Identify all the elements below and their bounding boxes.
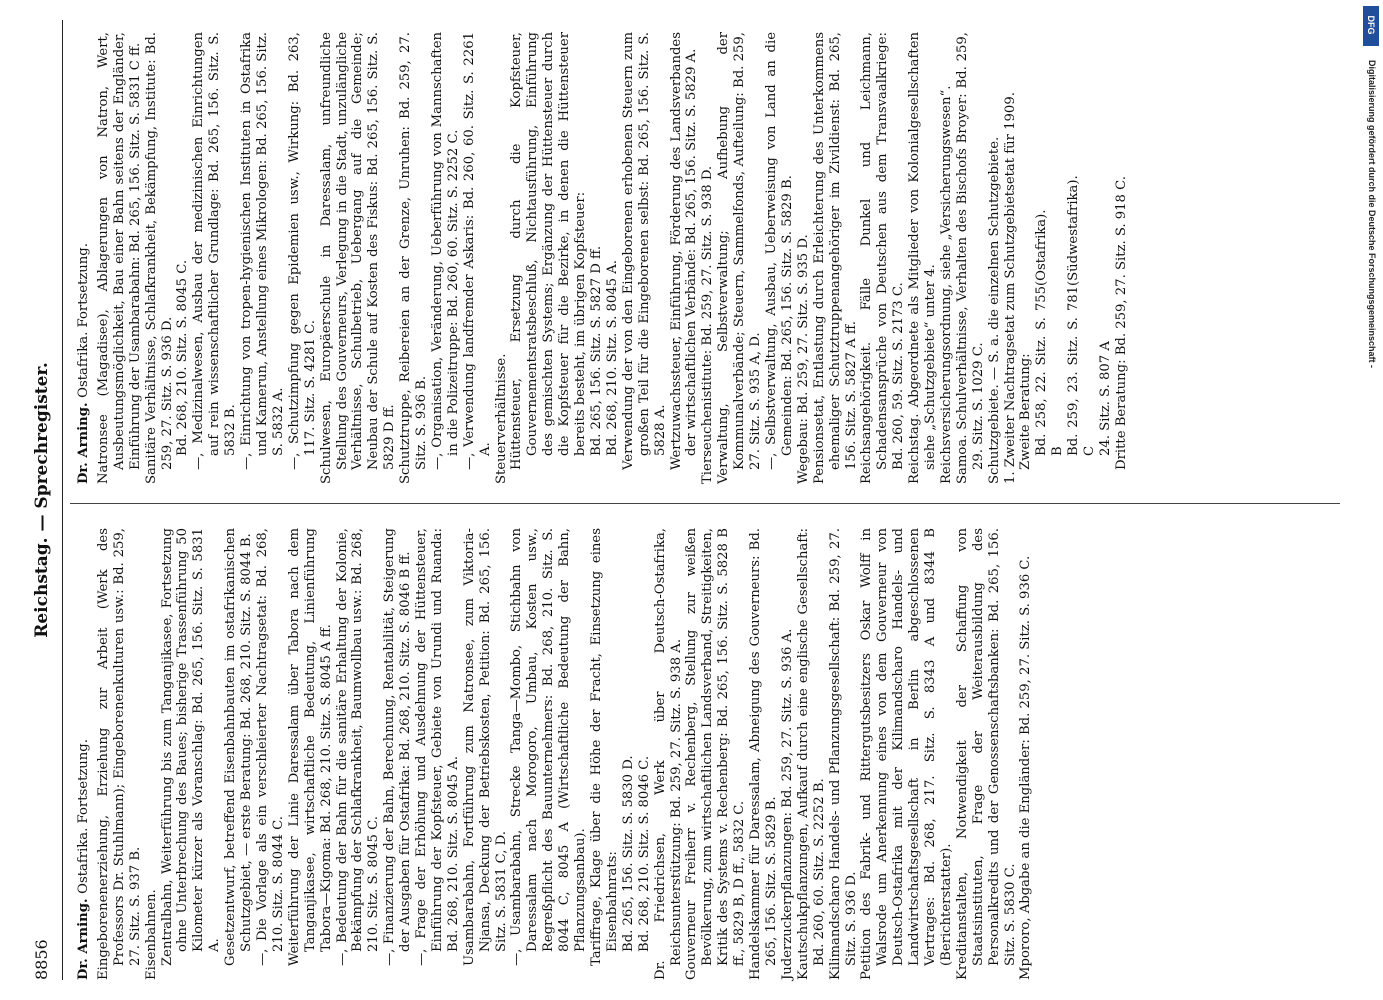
left-entries [96, 528, 1034, 980]
index-entry: Pensionsetat, Entlastung durch Erleichterung des Unterkommens ehemaliger Schutztruppenangehöriger im Zivildienst: Bd. 265, 156. Sitz. S. 5827 A ff. [811, 32, 859, 484]
index-entry: Tariffrage, Klage über die Höhe der Fracht, Einsetzung eines Eisenbahnrats: [589, 528, 620, 966]
index-entry: Bd. 268, 210. Sitz. S. 8046 C. [636, 755, 652, 952]
index-entry: Bd. 268, 210. Sitz. S. 8045 C. [175, 259, 191, 456]
index-entry: Kreditanstalten, Notwendigkeit der Schaffung von Staatsinstituten, Frage der Weiterausbildung des Personalkredits und der Genossenschaftsbanken: Bd. 265, 156. Sitz. S. 5830 C. [954, 528, 1018, 980]
right-entries [96, 32, 1034, 484]
index-entry: Bd. 265, 156. Sitz. S. 5830 D. [620, 755, 636, 952]
section-continuation: Ostafrika. Fortsetzung. [76, 243, 91, 398]
index-entry: Mpororo, Abgabe an die Engländer: Bd. 259, 27. Sitz. S. 936 C. [1018, 555, 1034, 980]
digitization-note [1363, 60, 1377, 940]
page-title: Reichstag. — Sprechregister. [32, 362, 52, 638]
region-note: (Südwestafrika). [1066, 175, 1082, 286]
index-entry: Schutzgebiete. — S. a. die einzelnen Schutzgebiete. [986, 136, 1002, 484]
rotated-page [20, 20, 1360, 980]
right-column-heading [76, 32, 92, 484]
left-column [76, 528, 1034, 980]
index-entry: —, Usambarabahn, Strecke Tanga—Mombo, Stichbahn von Daressalam nach Morogoro, Umbau, Kosten usw., Regreßpflicht des Bauunternehmers: Bd. 268, 210. Sitz. S. 8044 C, 8045 A (Wirtschaftliche Bedeutung der Bahn, Pflanzungsanbau). [509, 528, 589, 966]
index-entry: Steuerverhältnisse. [493, 353, 509, 484]
index-entry: Reichsangehörigkeit. Fälle Dunkel und Leichmann, Schadensansprüche von Deutschen aus dem Transvaalkriege: Bd. 260, 59. Sitz. S. 2173 C. [859, 32, 907, 484]
index-entry: Zweite Beratung: [1018, 353, 1034, 470]
index-entry: Bd. 265, 156. Sitz. S. 5827 D ff. [589, 245, 604, 456]
index-entry: —, Selbstverwaltung, Ausbau, Ueberweisung von Land an die Gemeinden: Bd. 265, 156. Sitz. S. 5829 B. [763, 32, 795, 470]
index-entry: Dritte Beratung: Bd. 259, 27. Sitz. S. 918 C. [1113, 176, 1129, 470]
bracket-row [1034, 32, 1066, 456]
index-entry: Sanitäre Verhältnisse, Schlafkrankheit, Bekämpfung, Institute: Bd. 259, 27. Sitz. S. 936 D. [143, 32, 175, 484]
bracket-row [1098, 32, 1114, 456]
bracket-row [1066, 32, 1098, 456]
index-entry: Hüttensteuer, Ersetzung durch die Kopfsteuer, Gouvernementsratsbeschluß, Nichtausführung, Einführung des gemischten Systems; Ergänzung der Hüttensteuer durch die Kopfsteuer für die Bezirke, in denen die Hüttensteuer bereits besteht, im übrigen Kopfsteuer: [509, 32, 589, 470]
index-entry: Verwaltung, Selbstverwaltung; Aufhebung der Kommunalverbände; Steuern, Sammelfonds, Aufteilung: Bd. 259, 27. Sitz. S. 935 A, D. [716, 32, 764, 484]
header-rule [62, 20, 63, 980]
reference: 24. Sitz. S. 807 A [1098, 341, 1113, 456]
index-entry: Eingeborenenerziehung, Erziehung zur Arbeit (Werk des Professors Dr. Stuhlmann); Eingeborenenkulturen usw.: Bd. 259, 27. Sitz. S. 937 B. [95, 528, 143, 980]
speaker-name: Dr. Arning. [76, 402, 91, 484]
reference: Bd. 259, 23. Sitz. S. 781 C [1066, 286, 1098, 456]
index-entry: Gouverneur Freiherr v. Rechenberg, Stellung zur weißen Bevölkerung, zum wirtschaftlichen Landsverband, Streitigkeiten, Kritik des Systems v. Rechenberg: Bd. 265, 156. Sitz. S. 5828 B ff., 5829 B, D ff., 5832 C. [684, 528, 748, 980]
index-entry: —, Medizinalwesen, Ausbau der medizinischen Einrichtungen auf rein wissenschaftlicher Grundlage: Bd. 265, 156. Sitz. S. 5832 B. [191, 32, 239, 470]
index-entry: Petition des Fabrik- und Rittergutsbesitzers Oskar Wolff in Walsrode um Anerkennung eines von dem Gouverneur von Deutsch-Ostafrika mit der Kilimandscharo Handels- und Landwirtschaftsgesellschaft in Berlin abgeschlossenen Vertrages: Bd. 268, 217. Sitz. S. 8343 A und 8344 B (Berichterstatter). [859, 528, 954, 980]
index-entry: —, Finanzierung der Bahn, Berechnung, Rentabilität, Steigerung der Ausgaben für Ostafrika: Bd. 268, 210. Sitz. S. 8046 B ff. [382, 528, 414, 966]
index-entry: —, Verwendung landfremder Askaris: Bd. 260, 60. Sitz. S. 2261 A. [461, 32, 493, 470]
index-entry: Kautschukpflanzungen, Aufkauf durch eine englische Gesellschaft: Bd. 260, 60. Sitz. S. 2252 B. [795, 528, 827, 980]
index-entry: —, Schutzimpfung gegen Epidemien usw., Wirkung: Bd. 263, 117. Sitz. S. 4281 C. [286, 32, 318, 470]
index-entry: Bd. 268, 210. Sitz. S. 8045 A. [604, 260, 620, 456]
index-entry: Eisenbahnen. [143, 889, 159, 980]
index-entry: Wegebau: Bd. 259, 27. Sitz. S. 935 D. [795, 234, 811, 484]
index-entry: Usambarabahn, Fortführung zum Natronsee, zum Viktoria-Njansa, Deckung der Betriebskosten, Petition: Bd. 265, 156. Sitz. S. 5831 C, D. [461, 528, 509, 966]
index-entry: Schutztruppe, Reibereien an der Grenze, Unruhen: Bd. 259, 27. Sitz. S. 936 B. [398, 32, 430, 484]
index-entry: Zentralbahn, Weiterführung bis zum Tanganjikasee, Fortsetzung ohne Unterbrechung des Baues; bisherige Trassenführung 50 Kilometer kürzer als Voranschlag: Bd. 265, 156. Sitz. S. 5831 A. [159, 528, 223, 966]
index-entry: Juderzuckerpflanzungen: Bd. 259, 27. Sitz. S. 936 A. [779, 628, 795, 980]
speaker-name: Dr. Arning. [76, 898, 91, 980]
index-entry: Weiterführung der Linie Daressalam über Tabora nach dem Tanganjikasee, wirtschaftliche Bedeutung, Linienführung Tabora—Kigoma: Bd. 268, 210. Sitz. S. 8045 A ff. [286, 528, 334, 966]
index-entry: Reichstag. Abgeordnete als Mitglieder von Kolonialgesellschaften siehe „Schutzgebiete“ unter 4. [907, 32, 939, 484]
bracket-references [1034, 32, 1114, 484]
dfg-logo-text: DFG [1366, 15, 1376, 35]
left-column-heading [76, 528, 92, 980]
index-entry: —, Einrichtung von tropen-hygienischen Instituten in Ostafrika und Kamerun, Anstellung eines Mikrologen: Bd. 265, 156. Sitz. S. 5832 A. [239, 32, 286, 470]
column-divider [70, 503, 1340, 504]
running-head [28, 20, 62, 980]
reference: Bd. 258, 22. Sitz. S. 755 B [1034, 286, 1066, 456]
region-note: (Ostafrika). [1034, 209, 1050, 286]
index-entry: 1. Zweiter Nachtragsetat zum Schutzgebietsetat für 1909. [1002, 92, 1018, 484]
index-entry: Handelskammer für Daressalam, Abneigung des Gouverneurs: Bd. 265, 156. Sitz. S. 5829 B. [748, 528, 779, 980]
section-continuation: Ostafrika. Fortsetzung. [76, 739, 91, 894]
index-entry: Natronsee (Magadisee), Ablagerungen von Natron, Wert, Ausbeutungsmöglichkeit, Bau einer Bahn seitens der Engländer, Einführung der Usambarabahn: Bd. 265, 156. Sitz. S. 5831 C ff. [95, 32, 143, 484]
index-entry: Reichsversicherungsordnung, siehe „Versicherungswesen“. [938, 85, 954, 484]
index-entry: —, Organisation, Veränderung, Ueberführung von Mannschaften in die Polizeitruppe: Bd. 260, 60. Sitz. S. 2252 C. [429, 32, 461, 470]
index-entry: Gesetzentwurf, betreffend Eisenbahnbauten im ostafrikanischen Schutzgebiet, — erste Beratung: Bd. 268, 210. Sitz. S. 8044 B. [223, 528, 255, 966]
index-entry: Tierseuchenistitute: Bd. 259, 27. Sitz. S. 938 D. [700, 165, 716, 484]
index-entry: Verwendung der von den Eingeborenen erhobenen Steuern zum großen Teil für die Eingeborenen selbst: Bd. 265, 156. Sitz. S. 5828 A. [620, 32, 668, 470]
index-entry: —, Die Vorlage als ein verschleierter Nachtragsetat: Bd. 268, 210. Sitz. S. 8044 C. [254, 528, 286, 966]
page-number: 8856 [32, 939, 51, 980]
index-entry: Schulwesen, Europäerschule in Daressalam, unfreundliche Stellung des Gouverneurs, Verlegung in die Stadt, unzulängliche Verhältnisse, Schulbetrieb, Uebergang auf die Gemeinde; Neubau der Schule auf Kosten des Fiskus: Bd. 265, 156. Sitz. S. 5829 D ff. [318, 32, 398, 484]
index-entry: Dr. Friedrichsen, Werk über Deutsch-Ostafrika, Reichsunterstützung: Bd. 259, 27. Sitz. S. 938 A. [652, 528, 684, 980]
index-entry: Samoa. Schulverhältnisse, Verhalten des Bischofs Broyer: Bd. 259, 29. Sitz. S. 1029 C. [954, 32, 986, 484]
index-entry: —, Bedeutung der Bahn für die sanitäre Erhaltung der Kolonie, Bekämpfung der Schlafkrankheit, Baumwollbau usw.: Bd. 268, 210. Sitz. S. 8045 C. [334, 528, 382, 966]
right-column [76, 32, 1130, 484]
index-entry: Wertzuwachssteuer, Einführung, Förderung des Landsverbandes der wirtschaftlichen Verbände: Bd. 265, 156. Sitz. S. 5829 A. [668, 32, 700, 470]
digitization-note-text: Digitalisierung gefördert durch die Deutsche Forschungsgemeinschaft - [1367, 60, 1377, 369]
index-entry: —, Frage der Erhöhung und Ausdehnung der Hüttensteuer, Einführung der Kopfsteuer, Gebiete von Urundi und Ruanda: Bd. 268, 210. Sitz. S. 8045 A. [414, 528, 461, 966]
dfg-logo [1363, 6, 1379, 46]
index-entry: Kilimandscharo Handels- und Pflanzungsgesellschaft: Bd. 259, 27. Sitz. S. 936 D. [827, 528, 859, 980]
